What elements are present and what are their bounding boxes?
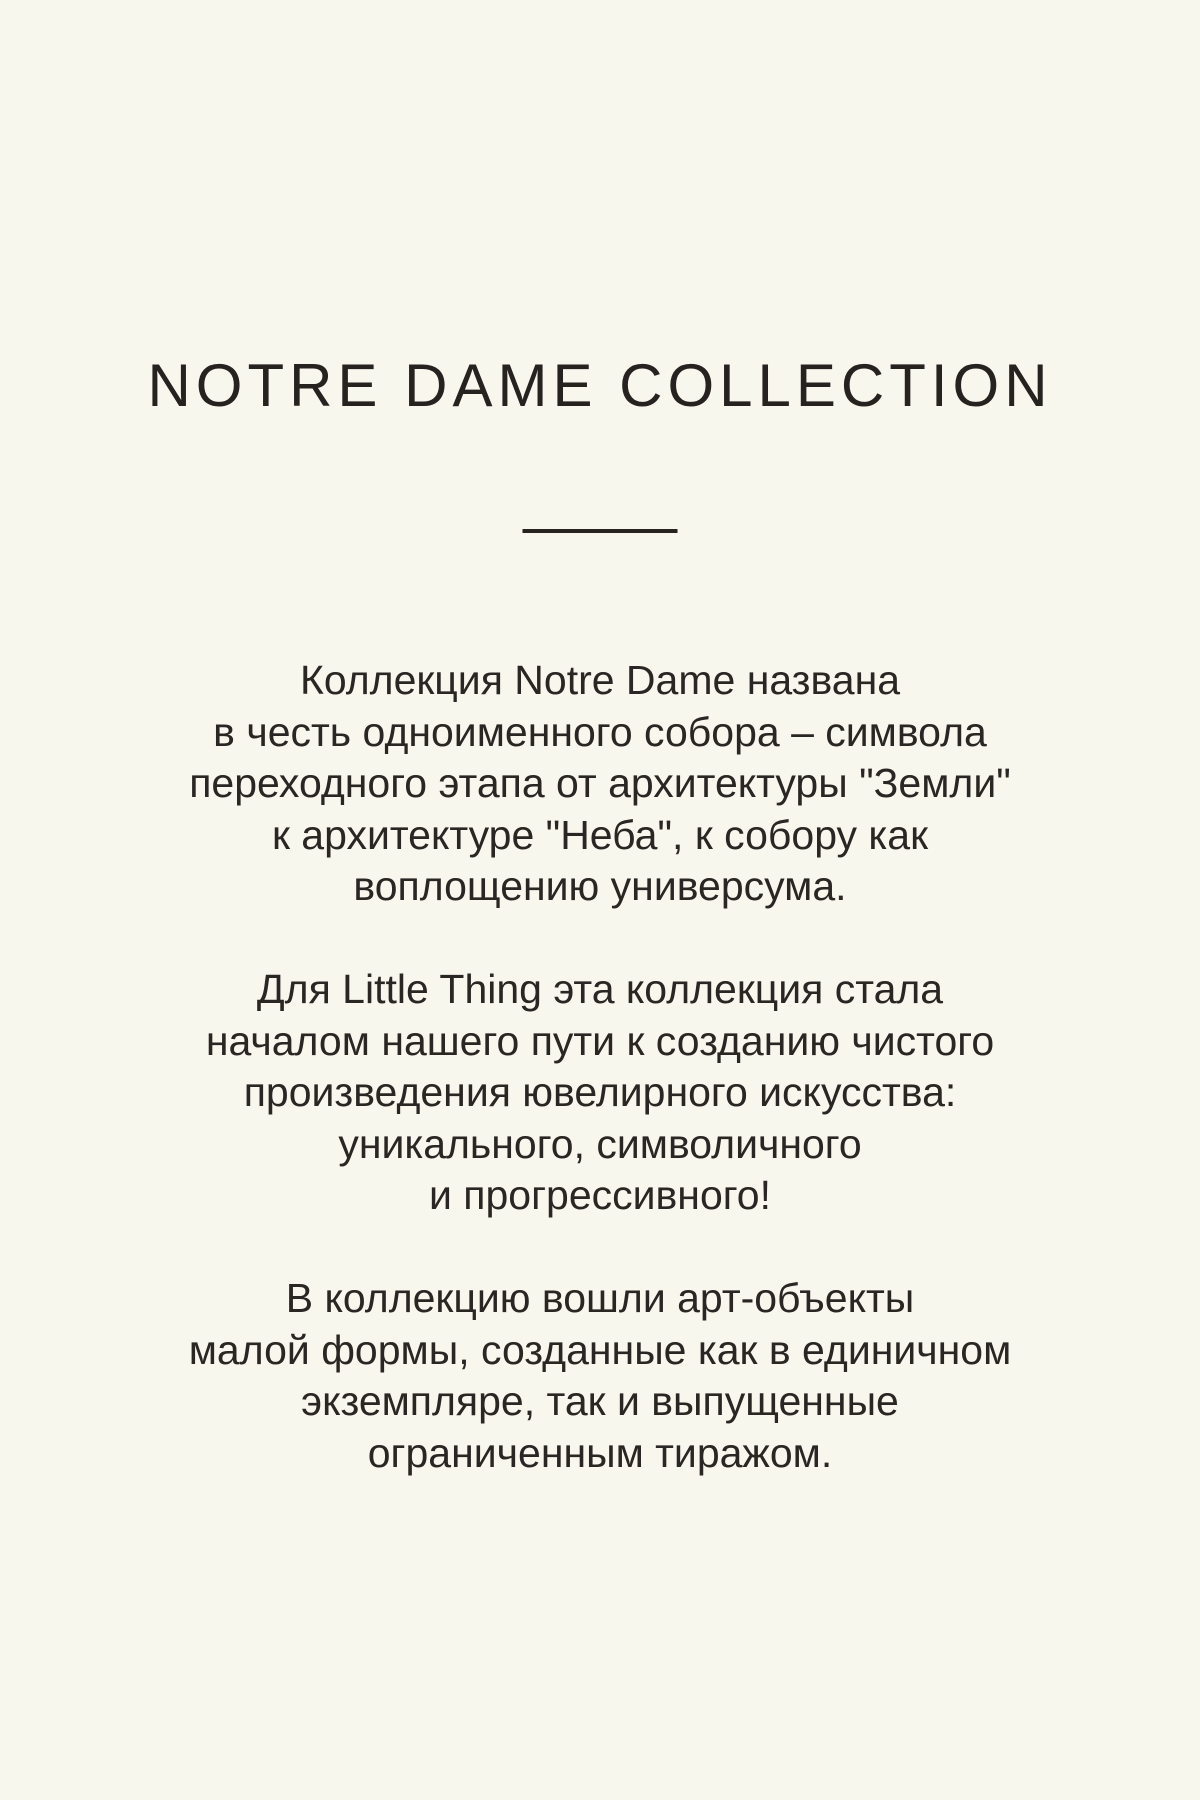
paragraph-line: Для Little Thing эта коллекция стала: [256, 966, 944, 1012]
paragraph-3: [0, 1273, 1200, 1479]
paragraph-line: к архитектуре "Неба", к собору как: [271, 811, 929, 858]
paragraph-line: переходного этапа от архитектуры "Земли": [189, 760, 1011, 806]
paragraph-line: экземпляре, так и выпущенные: [301, 1378, 899, 1424]
divider-rule: [523, 529, 678, 533]
paragraph-line: В коллекцию вошли арт-объекты: [285, 1275, 915, 1321]
paragraph-1: [0, 655, 1200, 913]
paragraph-line: воплощению универсума.: [353, 863, 847, 909]
paragraph-line: произведения ювелирного искусства:: [243, 1069, 957, 1115]
paragraph-line: Коллекция Notre Dame названа: [299, 657, 901, 703]
paragraph-line: началом нашего пути к созданию чистого: [205, 1017, 995, 1064]
paragraph-line: уникального, символичного: [338, 1120, 862, 1167]
body-text: [0, 655, 1200, 1479]
paragraph-line: малой формы, созданные как в единичном: [188, 1326, 1012, 1373]
paragraph-line: в честь одноименного собора – символа: [213, 708, 987, 755]
page-title: NOTRE DAME COLLECTION: [147, 352, 1053, 420]
paragraph-2: [0, 964, 1200, 1222]
paragraph-line: и прогрессивного!: [428, 1172, 772, 1218]
paragraph-line: ограниченным тиражом.: [367, 1429, 833, 1476]
